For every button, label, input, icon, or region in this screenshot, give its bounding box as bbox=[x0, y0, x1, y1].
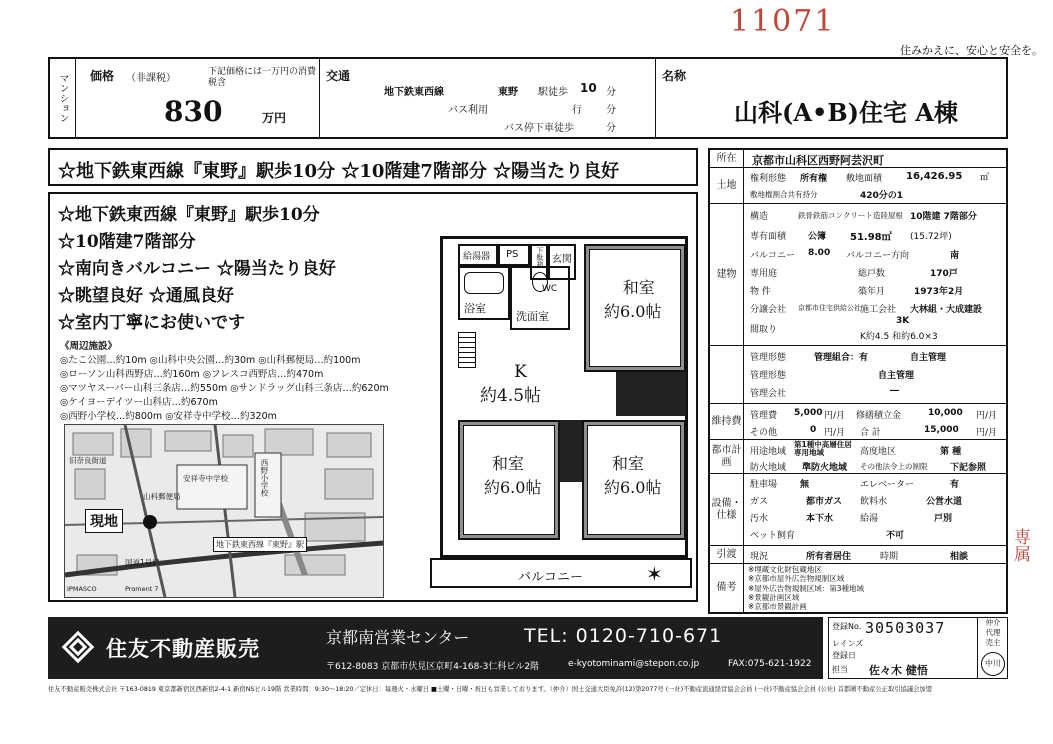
office-fax: FAX:075-621-1922 bbox=[728, 659, 812, 669]
gas-value: 都市ガス bbox=[806, 497, 843, 507]
remark-item: ※埋蔵文化財包蔵地区 bbox=[748, 565, 822, 574]
area-map bbox=[64, 424, 384, 598]
yen-month: 円/月 bbox=[976, 428, 998, 438]
room-name: 和室 bbox=[612, 454, 645, 473]
restrict-label: その他法令上の制限 bbox=[860, 462, 928, 471]
kitchen-counter bbox=[458, 332, 476, 368]
yen-month: 円/月 bbox=[824, 428, 846, 438]
bus-unit: 分 bbox=[606, 105, 616, 116]
office-email[interactable]: e-kyotominami@stepon.co.jp bbox=[568, 659, 700, 669]
room-japanese-ne-label bbox=[604, 276, 662, 324]
contractor-value: 大林組・大成建設 bbox=[910, 305, 983, 315]
city-label: 都市計画 bbox=[710, 440, 744, 473]
balcony-dir-label: バルコニー方向 bbox=[846, 251, 910, 261]
office-name: 京都南営業センター bbox=[326, 628, 470, 647]
type-item: 仲介 bbox=[985, 618, 1001, 627]
facility-label: 設備・仕様 bbox=[710, 474, 744, 545]
kitchen-label bbox=[480, 360, 542, 408]
status-label: 現況 bbox=[750, 552, 769, 562]
exclusive-area: 51.98㎡ bbox=[850, 232, 892, 243]
pet-label: ペット飼育 bbox=[750, 531, 796, 541]
mgmt-fee-label: 管理費 bbox=[750, 411, 778, 421]
building-label: 建物 bbox=[710, 204, 744, 345]
repair-fund: 10,000 bbox=[928, 408, 963, 418]
manager-label: 担当 bbox=[832, 665, 848, 674]
built-value: 1973年2月 bbox=[914, 287, 964, 297]
elevator-label: エレベーター bbox=[860, 480, 915, 490]
water-heater bbox=[458, 244, 498, 266]
seal-stamp: 中川 bbox=[981, 652, 1005, 676]
legal-footer: 住友不動産販売株式会社 〒163-0819 東京都新宿区西新宿2-4-1 新宿NSビル19階 営業時間：9:30〜18:20／定休日：毎週火・水曜日 ■土曜・日曜・祝日も営業しております。（仲介）国土交通大臣免許(12)第2077号 (一社)不動産流通経営協会会員 (一社)不動産協会会員 (公社) 首都圏不動産公正取引協議会加盟 bbox=[48, 686, 933, 693]
floors-value: 10階建 7階部分 bbox=[910, 212, 977, 222]
property-label: 物 件 bbox=[750, 287, 771, 297]
balcony-label: バルコニー bbox=[518, 570, 584, 585]
map-label: 西野小学校 bbox=[260, 459, 269, 497]
reg-date-label: 登録日 bbox=[832, 651, 856, 660]
timing-label: 時期 bbox=[880, 552, 899, 562]
company-logo-icon bbox=[60, 629, 96, 665]
water-value: 公営水道 bbox=[926, 497, 963, 507]
nearby-line: ◎ローソン山科西野店…約160m ◎フレスコ西野店…約470m bbox=[60, 369, 324, 380]
closet bbox=[616, 372, 686, 416]
balcony-dir: 南 bbox=[950, 251, 960, 261]
price-unit: 万円 bbox=[262, 111, 287, 125]
yen-month: 円/月 bbox=[976, 411, 998, 421]
nearby-line: ◎マツヤスーパー山科三条店…約550m ◎サンドラッグ山科三条店…約620m bbox=[60, 383, 389, 394]
closet bbox=[560, 420, 582, 482]
restrict-value: 下記参照 bbox=[950, 463, 987, 473]
map-label: 安祥寺中学校 bbox=[183, 474, 228, 483]
manager-name: 佐々木 健悟 bbox=[869, 664, 928, 677]
mgmt-company: ― bbox=[890, 386, 899, 396]
tax-note: （非課税） bbox=[126, 73, 176, 84]
exclusive-basis: 公簿 bbox=[808, 232, 827, 242]
share-value: 420分の1 bbox=[860, 191, 904, 201]
price-value: 830 bbox=[164, 95, 223, 128]
ps-space bbox=[498, 244, 530, 266]
office-address: 〒612-8083 京都市伏見区京町4-168-3仁科ビル2階 bbox=[326, 662, 540, 672]
total-label: 合 計 bbox=[860, 428, 881, 438]
feature-item: ☆眺望良好 ☆通風良好 bbox=[58, 286, 234, 306]
price-cell bbox=[76, 59, 320, 137]
maint-label: 維持費 bbox=[710, 404, 744, 439]
units-value: 170戸 bbox=[930, 269, 958, 279]
tagline: 住みかえに、安心と安全を。 bbox=[900, 44, 1043, 57]
remarks-label: 備考 bbox=[710, 564, 744, 612]
other-value: 0 bbox=[810, 425, 817, 435]
fire-value: 準防火地域 bbox=[802, 463, 848, 473]
ps-label: PS bbox=[506, 249, 519, 260]
name-label: 名称 bbox=[662, 69, 687, 83]
contractor-label: 施工会社 bbox=[860, 305, 897, 315]
reg-no-label: 登録No. bbox=[832, 622, 862, 631]
type-item: 売主 bbox=[985, 638, 1001, 647]
name-cell bbox=[656, 59, 1006, 137]
handwritten-number: 11071 bbox=[730, 4, 836, 39]
company-footer bbox=[48, 617, 823, 679]
handover-label: 引渡 bbox=[710, 546, 744, 563]
category-label: マンション bbox=[57, 73, 68, 123]
layout-value: 3K bbox=[896, 316, 910, 326]
water-label: 飲料水 bbox=[860, 497, 888, 507]
site-area-value: 16,426.95 bbox=[906, 171, 963, 182]
mgmt-fee: 5,000 bbox=[794, 408, 823, 418]
compass-icon: ✶ bbox=[646, 562, 663, 586]
bus-direction: 行 bbox=[572, 105, 582, 116]
rights-label: 権利形態 bbox=[750, 174, 787, 184]
room-name: 和室 bbox=[622, 278, 655, 297]
layout-detail: K約4.5 和約6.0×3 bbox=[860, 332, 938, 342]
room-size: 約6.0帖 bbox=[484, 478, 542, 497]
station-name: 東野 bbox=[498, 87, 518, 98]
price-note: 下記価格には一万円の消費税含 bbox=[208, 67, 317, 88]
remarks-list bbox=[748, 565, 864, 611]
status-value: 所有者居住 bbox=[806, 552, 852, 562]
feature-item: ☆10階建7階部分 bbox=[58, 232, 196, 252]
builder-label: 分譲会社 bbox=[750, 305, 787, 315]
mgmt-self: 自主管理 bbox=[910, 353, 947, 363]
zoning-label: 用途地域 bbox=[750, 447, 787, 457]
area-unit: ㎡ bbox=[980, 173, 990, 183]
remark-item: ※屋外広告物規制区域：第3種地域 bbox=[748, 583, 865, 593]
feature-item: ☆地下鉄東西線『東野』駅歩10分 bbox=[58, 205, 320, 225]
header-box bbox=[48, 57, 1008, 139]
line-name: 地下鉄東西線 bbox=[384, 87, 444, 98]
bath-label: 浴室 bbox=[464, 302, 486, 315]
nearby-line: ◎たこ公園…約10m ◎山科中央公園…約30m ◎山科郵便局…約100m bbox=[60, 355, 361, 366]
transport-label: 交通 bbox=[326, 69, 351, 83]
built-label: 築年月 bbox=[858, 287, 886, 297]
room-japanese-sw bbox=[458, 420, 560, 540]
location-label: 所在 bbox=[710, 150, 744, 167]
detail-table bbox=[708, 148, 1008, 614]
hotwater-label: 給湯 bbox=[860, 514, 879, 524]
walk-minutes: 10 bbox=[580, 81, 597, 95]
rights-value: 所有権 bbox=[800, 174, 828, 184]
layout-label: 間取り bbox=[750, 325, 778, 335]
timing-value: 相談 bbox=[950, 552, 969, 562]
fire-label: 防火地域 bbox=[750, 463, 787, 473]
features-list bbox=[58, 202, 336, 337]
feature-panel bbox=[48, 192, 698, 602]
site-area-label: 敷地面積 bbox=[846, 174, 883, 184]
water-heater-label: 給湯器 bbox=[463, 252, 491, 262]
elevator-value: 有 bbox=[950, 480, 960, 490]
yen-month: 円/月 bbox=[824, 411, 846, 421]
washroom bbox=[510, 266, 570, 330]
nearby-list bbox=[60, 340, 389, 424]
remark-item: ※景観計画区域 bbox=[748, 592, 800, 602]
room-japanese-ne bbox=[584, 244, 686, 372]
floor-plan bbox=[430, 214, 692, 590]
handwritten-note: 専属 bbox=[1010, 528, 1030, 562]
location-value: 京都市山科区西野阿芸沢町 bbox=[752, 154, 884, 167]
phone-number[interactable]: TEL: 0120-710-671 bbox=[524, 625, 723, 647]
remark-item: ※京都市景観計画 bbox=[748, 602, 807, 612]
company-name: 住友不動産販売 bbox=[106, 637, 260, 661]
transport-cell bbox=[320, 59, 656, 137]
room-size: 約6.0帖 bbox=[604, 302, 662, 321]
balcony-area-label: バルコニー bbox=[750, 251, 796, 261]
height-label: 高度地区 bbox=[860, 447, 897, 457]
balcony bbox=[430, 558, 692, 588]
land-label: 土地 bbox=[710, 168, 744, 203]
washroom-label: 洗面室 bbox=[516, 310, 549, 323]
mgmt-form-label: 管理形態 bbox=[750, 353, 787, 363]
site-label: 現地 bbox=[85, 509, 123, 533]
total-value: 15,000 bbox=[924, 425, 959, 435]
exclusive-label: 専有面積 bbox=[750, 232, 787, 242]
sewage-label: 汚水 bbox=[750, 514, 769, 524]
walk-label: 駅徒歩 bbox=[538, 87, 568, 98]
common-label: 専用庭 bbox=[750, 269, 778, 279]
nearby-line: ◎ケイヨーデイツー山科店…約670m bbox=[60, 397, 218, 408]
mgmt-company-label: 管理会社 bbox=[750, 389, 787, 399]
pet-value: 不可 bbox=[886, 531, 905, 541]
mgmt-type: 自主管理 bbox=[878, 371, 915, 381]
property-name: 山科(A•B)住宅 A棟 bbox=[734, 98, 958, 127]
parking-value: 無 bbox=[800, 480, 810, 490]
balcony-area: 8.00 bbox=[808, 248, 831, 258]
nearby-line: ◎西野小学校…約800m ◎安祥寺中学校…約320m bbox=[60, 411, 277, 422]
entrance-label: 玄関 bbox=[552, 254, 572, 265]
builder-value: 京都市住宅供給公社 bbox=[798, 304, 861, 312]
other-label: その他 bbox=[750, 428, 778, 438]
wc-label: WC bbox=[542, 284, 558, 294]
share-label: 敷地権割合共有持分 bbox=[750, 190, 818, 199]
room-japanese-sw-label bbox=[484, 452, 541, 500]
price-label: 価格 bbox=[90, 69, 115, 83]
remark-item: ※京都市屋外広告物規制区域 bbox=[748, 574, 845, 584]
registration-box bbox=[828, 617, 1008, 679]
room-size: 約4.5帖 bbox=[480, 386, 542, 406]
map-copyright: Proment 7 bbox=[125, 585, 159, 593]
reg-number: 30503037 bbox=[865, 619, 946, 637]
sewage-value: 本下水 bbox=[806, 514, 834, 524]
exclusive-tsubo: (15.72坪) bbox=[910, 232, 952, 242]
transaction-type bbox=[977, 618, 1008, 678]
bus-stop-unit: 分 bbox=[606, 123, 616, 134]
map-label: 山科郵便局 bbox=[143, 492, 181, 501]
room-japanese-se-label bbox=[604, 452, 661, 500]
map-label: 国道1号線 bbox=[125, 558, 160, 567]
room-name: 和室 bbox=[492, 454, 525, 473]
bus-label: バス利用 bbox=[448, 105, 488, 116]
room-name: K bbox=[514, 362, 527, 382]
mgmt-type-label: 管理形態 bbox=[750, 371, 787, 381]
structure-value: 鉄骨鉄筋コンクリート造陸屋根 bbox=[798, 211, 903, 220]
feature-item: ☆南向きバルコニー ☆陽当たり良好 bbox=[58, 259, 336, 279]
zoning-value: 第1種中高層住居専用地域 bbox=[794, 440, 852, 457]
headline-box bbox=[48, 148, 698, 186]
height-value: 第 種 bbox=[940, 447, 962, 457]
walk-unit: 分 bbox=[606, 87, 616, 98]
nearby-title: 《周辺施設》 bbox=[60, 341, 118, 352]
feature-item: ☆室内丁寧にお使いです bbox=[58, 313, 245, 333]
structure-label: 構造 bbox=[750, 212, 769, 222]
reins-label: レインズ bbox=[832, 639, 864, 648]
mgmt-form: 管理組合：有 bbox=[814, 353, 869, 363]
bus-stop-label: バス停下車徒歩 bbox=[504, 123, 574, 134]
parking-label: 駐車場 bbox=[750, 480, 778, 490]
gas-label: ガス bbox=[750, 497, 769, 507]
repair-fund-label: 修繕積立金 bbox=[856, 411, 902, 421]
bathroom bbox=[458, 266, 510, 320]
headline: ☆地下鉄東西線『東野』駅歩10分 ☆10階建7階部分 ☆陽当たり良好 bbox=[58, 161, 620, 182]
map-label: 旧奈良街道 bbox=[69, 456, 107, 465]
room-japanese-se bbox=[582, 420, 686, 540]
station-label: 地下鉄東西線『東野』駅 bbox=[213, 537, 307, 552]
room-size: 約6.0帖 bbox=[604, 478, 662, 497]
hotwater-value: 戸別 bbox=[934, 514, 953, 524]
map-copyright: IPMASCO bbox=[67, 585, 97, 593]
units-label: 総戸数 bbox=[858, 269, 886, 279]
shoe-label: 下駄箱 bbox=[536, 247, 544, 268]
type-item: 代理 bbox=[985, 628, 1001, 637]
